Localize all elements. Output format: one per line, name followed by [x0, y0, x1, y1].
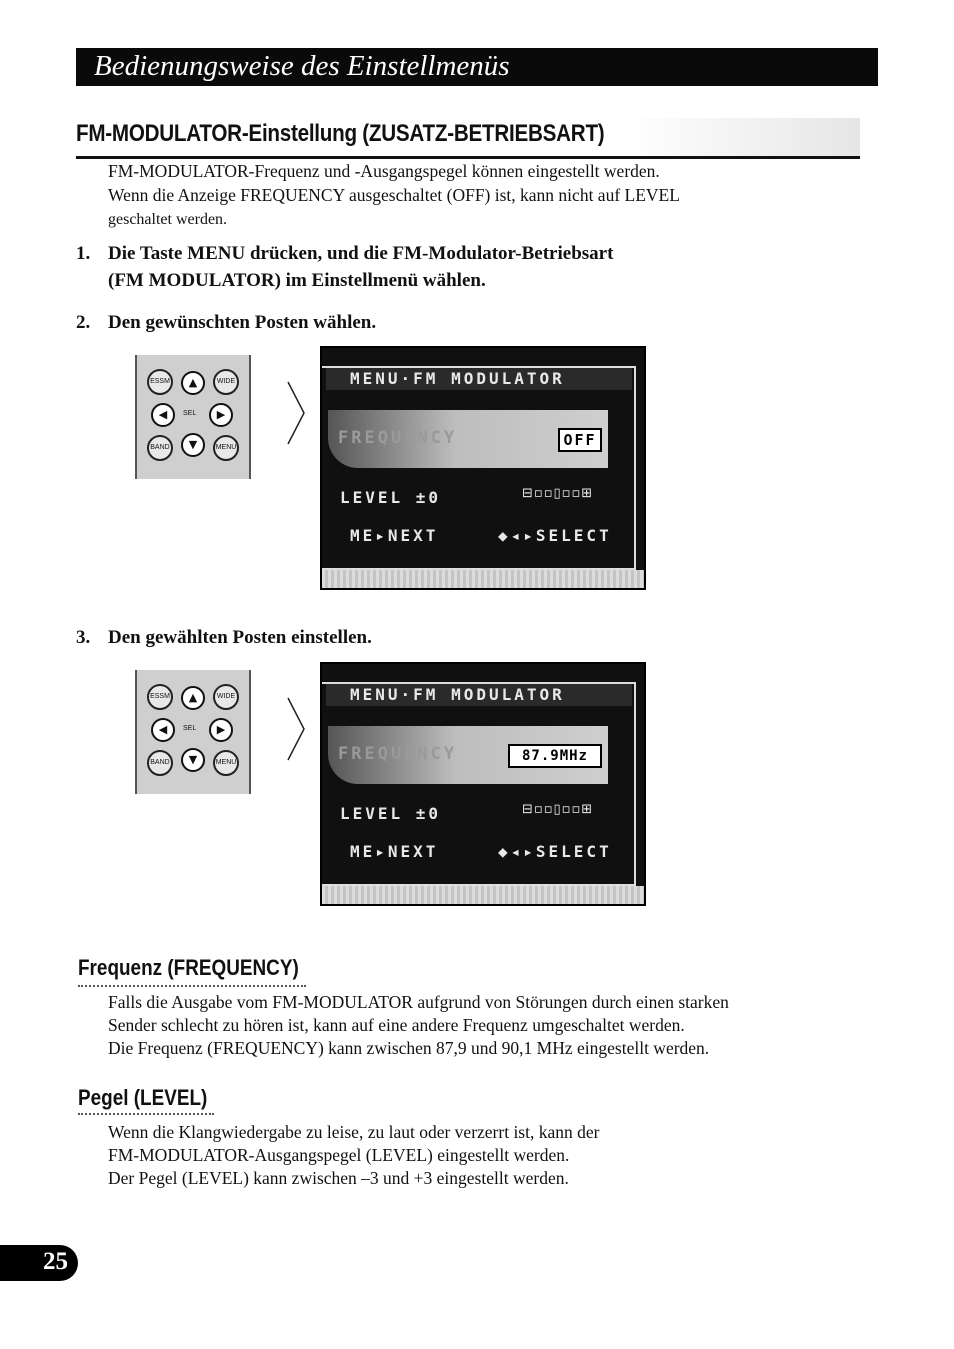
- arrow-indicator-icon: [286, 380, 306, 446]
- screen-1-value: OFF: [558, 428, 602, 452]
- chapter-banner: [76, 48, 878, 86]
- sel-label: SEL: [183, 410, 197, 417]
- right-arrow-icon: ▶: [209, 403, 233, 427]
- menu-screen-2: [320, 662, 646, 906]
- right-arrow-icon: ▶: [209, 718, 233, 742]
- step-1: [76, 240, 613, 294]
- remote-control-illustration: [135, 355, 251, 479]
- screen-2-title: MENU·FM MODULATOR: [350, 685, 565, 704]
- down-arrow-icon: ▼: [181, 433, 205, 457]
- frequency-heading: Frequenz (FREQUENCY): [78, 955, 299, 980]
- screen-2-level-meter: ⊟▫▫▯▫▫⊞: [522, 802, 594, 817]
- menu-button: MENU: [213, 435, 239, 461]
- section-heading: [76, 118, 860, 159]
- screen-1-title: MENU·FM MODULATOR: [350, 369, 565, 388]
- up-arrow-icon: ▲: [181, 371, 205, 395]
- screen-2-value: 87.9MHz: [508, 744, 602, 768]
- level-heading: Pegel (LEVEL): [78, 1085, 208, 1110]
- screen-1-level: LEVEL ±0: [340, 488, 442, 507]
- chapter-title: Bedienungsweise des Einstellmenüs: [94, 50, 510, 82]
- essm-button: ESSM: [147, 369, 173, 395]
- band-button: BAND: [147, 435, 173, 461]
- intro-line-2: Wenn die Anzeige FREQUENCY ausgeschaltet (OFF) ist, kann nicht auf LEVEL: [108, 185, 680, 205]
- left-arrow-icon: ◀: [151, 403, 175, 427]
- band-button: BAND: [147, 750, 173, 776]
- step-3-number: 3.: [76, 627, 91, 648]
- screen-2-item: FREQUENCY: [338, 744, 458, 764]
- wide-button: WIDE: [213, 369, 239, 395]
- step-2: [76, 309, 376, 336]
- remote-control-illustration-2: [135, 670, 251, 794]
- menu-button: MENU: [213, 750, 239, 776]
- intro-line-3: geschaltet werden.: [108, 211, 228, 228]
- wide-button: WIDE: [213, 684, 239, 710]
- frequency-line-2: Sender schlecht zu hören ist, kann auf eine andere Frequenz umgeschaltet werden.: [108, 1015, 685, 1035]
- page-number: 25: [43, 1248, 68, 1275]
- level-underline: [78, 1112, 214, 1115]
- intro-line-1: FM-MODULATOR-Frequenz und -Ausgangspegel können eingestellt werden.: [108, 161, 660, 181]
- section-heading-text: FM-MODULATOR-Einstellung (ZUSATZ-BETRIEBSART): [76, 120, 605, 147]
- page-number-badge: [0, 1245, 78, 1281]
- step-1-line-1: Die Taste MENU drücken, und die FM-Modulator-Betriebsart: [108, 243, 614, 264]
- screen-1-next: ME▸NEXT: [350, 526, 439, 545]
- menu-screen-1: [320, 346, 646, 590]
- arrow-indicator-icon-2: [286, 696, 306, 762]
- down-arrow-icon: ▼: [181, 748, 205, 772]
- level-line-2: FM-MODULATOR-Ausgangspegel (LEVEL) eingestellt werden.: [108, 1145, 570, 1165]
- step-1-line-2: (FM MODULATOR) im Einstellmenü wählen.: [108, 270, 486, 291]
- step-2-line-1: Den gewünschten Posten wählen.: [108, 312, 377, 333]
- screen-2-select: ◆◂▸SELECT: [498, 842, 612, 861]
- screen-1-select: ◆◂▸SELECT: [498, 526, 612, 545]
- screen-1-item: FREQUENCY: [338, 428, 458, 448]
- level-line-3: Der Pegel (LEVEL) kann zwischen –3 und +3 eingestellt werden.: [108, 1168, 569, 1188]
- step-3-line-1: Den gewählten Posten einstellen.: [108, 627, 372, 648]
- screen-2-next: ME▸NEXT: [350, 842, 439, 861]
- sel-label: SEL: [183, 725, 197, 732]
- frequency-line-3: Die Frequenz (FREQUENCY) kann zwischen 87,9 und 90,1 MHz eingestellt werden.: [108, 1038, 710, 1058]
- level-line-1: Wenn die Klangwiedergabe zu leise, zu laut oder verzerrt ist, kann der: [108, 1122, 600, 1142]
- screen-1-level-meter: ⊟▫▫▯▫▫⊞: [522, 486, 594, 501]
- up-arrow-icon: ▲: [181, 686, 205, 710]
- screen-2-level: LEVEL ±0: [340, 804, 442, 823]
- left-arrow-icon: ◀: [151, 718, 175, 742]
- step-1-number: 1.: [76, 243, 91, 264]
- essm-button: ESSM: [147, 684, 173, 710]
- frequency-line-1: Falls die Ausgabe vom FM-MODULATOR aufgrund von Störungen durch einen starken: [108, 992, 729, 1012]
- step-2-number: 2.: [76, 312, 91, 333]
- step-3: [76, 624, 372, 651]
- frequency-underline: [78, 984, 306, 987]
